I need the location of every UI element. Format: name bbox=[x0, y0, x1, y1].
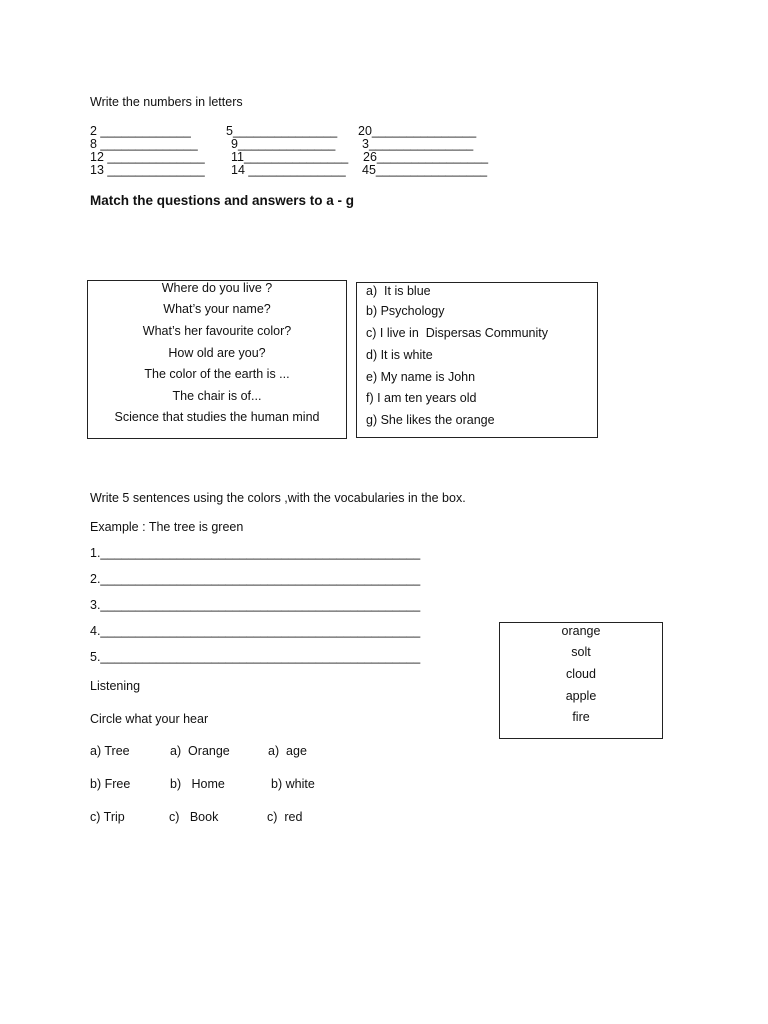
questions-box bbox=[87, 280, 347, 439]
answer-item: d) It is white bbox=[366, 348, 433, 362]
sentences-instruction: Write 5 sentences using the colors ,with the vocabularies in the box. bbox=[90, 491, 466, 505]
question-item: The chair is of... bbox=[172, 389, 262, 403]
answer-item: c) I live in Dispersas Community bbox=[366, 326, 548, 340]
sentence-line[interactable]: 4.______________________________________________ bbox=[90, 624, 421, 638]
vocabulary-item: solt bbox=[571, 645, 591, 659]
number-item[interactable]: 14 ______________ bbox=[231, 163, 346, 177]
question-item: Science that studies the human mind bbox=[114, 410, 320, 424]
sentence-line[interactable]: 2.______________________________________________ bbox=[90, 572, 421, 586]
numbers-instruction: Write the numbers in letters bbox=[90, 95, 243, 109]
question-item: Where do you live ? bbox=[161, 281, 273, 295]
question-item: What’s your name? bbox=[163, 302, 271, 316]
listening-option[interactable]: a) age bbox=[268, 744, 307, 758]
listening-option[interactable]: c) red bbox=[267, 810, 303, 824]
listening-instruction: Circle what your hear bbox=[90, 712, 209, 726]
listening-option[interactable]: a) Orange bbox=[170, 744, 230, 758]
number-item[interactable]: 5_______________ bbox=[226, 124, 338, 138]
listening-option[interactable]: b) Home bbox=[170, 777, 225, 791]
vocabulary-item: orange bbox=[561, 624, 601, 638]
sentence-line[interactable]: 1.______________________________________________ bbox=[90, 546, 421, 560]
number-item[interactable]: 12 ______________ bbox=[90, 150, 205, 164]
answer-item: f) I am ten years old bbox=[366, 391, 477, 405]
number-item[interactable]: 45________________ bbox=[362, 163, 488, 177]
number-item[interactable]: 2 _____________ bbox=[90, 124, 191, 138]
answer-item: b) Psychology bbox=[366, 304, 445, 318]
vocabulary-item: cloud bbox=[566, 667, 596, 681]
listening-heading: Listening bbox=[90, 679, 141, 693]
answers-box bbox=[356, 282, 598, 438]
sentence-line[interactable]: 5.______________________________________________ bbox=[90, 650, 421, 664]
question-item: What’s her favourite color? bbox=[142, 324, 292, 338]
matching-heading: Match the questions and answers to a - g bbox=[90, 193, 355, 208]
listening-option[interactable]: c) Book bbox=[169, 810, 219, 824]
number-item[interactable]: 11_______________ bbox=[231, 150, 349, 164]
number-item[interactable]: 9______________ bbox=[231, 137, 336, 151]
question-item: The color of the earth is ... bbox=[144, 367, 290, 381]
vocabulary-box bbox=[499, 622, 663, 739]
answer-item: a) It is blue bbox=[366, 284, 431, 298]
number-item[interactable]: 20_______________ bbox=[358, 124, 477, 138]
number-item[interactable]: 26________________ bbox=[363, 150, 489, 164]
number-item[interactable]: 3_______________ bbox=[362, 137, 474, 151]
sentence-line[interactable]: 3.______________________________________________ bbox=[90, 598, 421, 612]
question-item: How old are you? bbox=[168, 346, 266, 360]
listening-option[interactable]: c) Trip bbox=[90, 810, 125, 824]
vocabulary-item: fire bbox=[572, 710, 590, 724]
listening-option[interactable]: b) white bbox=[271, 777, 315, 791]
answer-item: g) She likes the orange bbox=[366, 413, 495, 427]
sentences-example: Example : The tree is green bbox=[90, 520, 244, 534]
listening-option[interactable]: a) Tree bbox=[90, 744, 130, 758]
number-item[interactable]: 8 ______________ bbox=[90, 137, 198, 151]
answer-item: e) My name is John bbox=[366, 370, 476, 384]
listening-option[interactable]: b) Free bbox=[90, 777, 131, 791]
number-item[interactable]: 13 ______________ bbox=[90, 163, 205, 177]
vocabulary-item: apple bbox=[565, 689, 597, 703]
